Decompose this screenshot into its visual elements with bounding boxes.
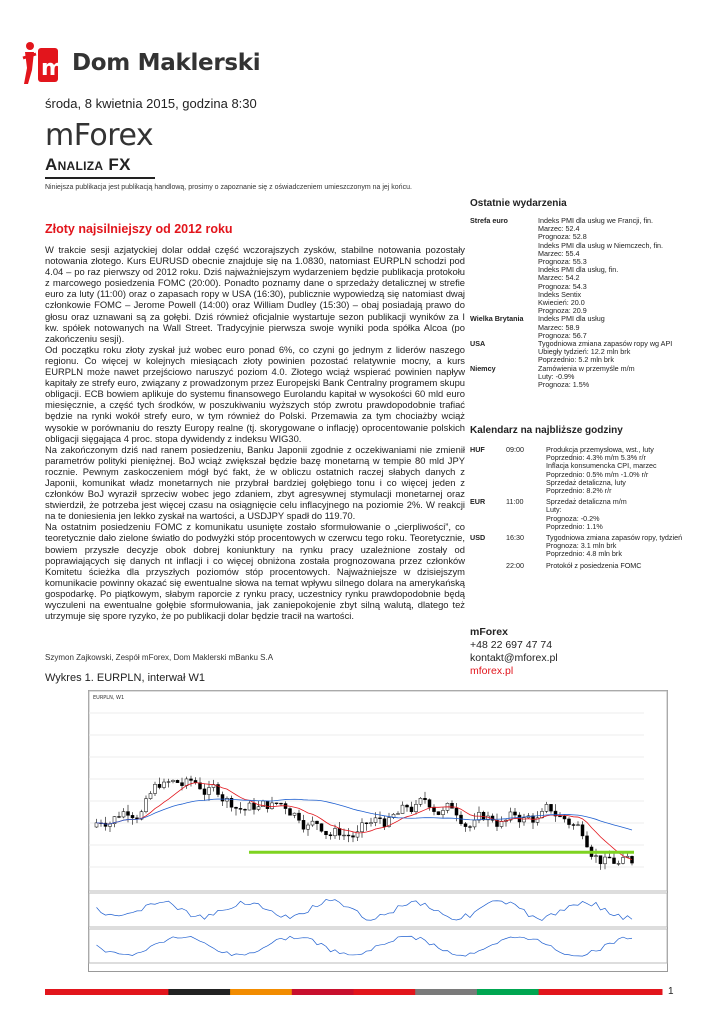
calendar-line: Sprzedaż detaliczna m/m xyxy=(546,497,627,507)
candle-body xyxy=(334,828,337,835)
candle-body xyxy=(550,804,553,811)
candle-body xyxy=(275,803,278,804)
calendar-line: Sprzedaż detaliczna, luty xyxy=(546,477,626,487)
calendar-title: Kalendarz na najbliższe godziny xyxy=(470,425,623,436)
logo-text: Dom Maklerski xyxy=(72,50,261,76)
candle-body xyxy=(464,824,467,827)
candle-body xyxy=(451,803,454,808)
candle-body xyxy=(586,836,589,847)
indicator-panel-1 xyxy=(89,893,667,927)
calendar-line: Poprzednio: 4.8 mln brk xyxy=(546,549,622,559)
event-items xyxy=(538,340,705,365)
page-number: 1 xyxy=(668,986,674,997)
candle-body xyxy=(352,836,355,837)
event-line: Prognoza: 52.8 xyxy=(538,232,587,242)
subtitle-underline xyxy=(45,177,155,179)
event-line: Prognoza: 55.3 xyxy=(538,257,587,267)
event-line: Ubiegły tydzień: 12.2 mln brk xyxy=(538,347,631,357)
candle-body xyxy=(122,812,125,817)
chart-symbol-label: EURPLN, W1 xyxy=(93,695,125,701)
event-line: Zamówienia w przemyśle m/m xyxy=(538,363,635,373)
event-items xyxy=(538,365,705,390)
event-line: Prognoza: 1.5% xyxy=(538,380,590,390)
candle-body xyxy=(338,828,341,835)
candle-body xyxy=(568,819,571,825)
footer-bar-segment xyxy=(600,989,662,995)
calendar-items xyxy=(546,534,705,559)
candle-body xyxy=(608,857,611,858)
calendar-row xyxy=(470,534,705,559)
event-line: Prognoza: 20.9 xyxy=(538,306,587,316)
candle-body xyxy=(302,820,305,829)
candle-body xyxy=(374,818,377,823)
candle-body xyxy=(410,807,413,812)
candle-body xyxy=(500,821,503,826)
calendar-line: Luty: xyxy=(546,505,562,515)
candle-body xyxy=(514,812,517,815)
calendar-line: Prognoza: 3.1 mln brk xyxy=(546,541,617,551)
candle-body xyxy=(469,827,472,828)
event-line: Luty: -0.9% xyxy=(538,371,575,381)
candle-body xyxy=(325,831,328,835)
candle-body xyxy=(622,857,625,863)
calendar-line: Protokół z posiedzenia FOMC xyxy=(546,560,642,570)
candle-body xyxy=(572,825,575,826)
candle-body xyxy=(415,804,418,811)
contact-block xyxy=(470,626,558,678)
footer-bar-segment xyxy=(354,989,416,995)
event-region: Strefa euro xyxy=(470,216,508,225)
calendar-currency xyxy=(470,562,506,570)
calendar-list xyxy=(470,446,705,573)
candle-body xyxy=(613,858,616,864)
calendar-items xyxy=(546,498,705,531)
candle-body xyxy=(127,812,130,816)
chart-canvas xyxy=(89,691,667,971)
event-line: Indeks PMI dla usług we Francji, fin. xyxy=(538,216,654,225)
footer-color-bar xyxy=(45,989,662,995)
footer-bar-segment xyxy=(107,989,169,995)
event-line: Poprzednio: 5.2 mln brk xyxy=(538,355,614,365)
candle-body xyxy=(185,779,188,786)
candle-body xyxy=(280,803,283,804)
event-line: Prognoza: 54.3 xyxy=(538,281,587,291)
calendar-time: 11:00 xyxy=(506,497,524,507)
event-line: Kwiecień: 20.0 xyxy=(538,298,585,308)
candle-body xyxy=(442,810,445,814)
candle-body xyxy=(293,813,296,815)
figure-caption: Wykres 1. EURPLN, interwał W1 xyxy=(45,672,206,684)
calendar-line: Tygodniowa zmiana zapasów ropy, tydzień xyxy=(546,533,683,543)
candle-body xyxy=(244,809,247,810)
candle-body xyxy=(617,863,620,864)
event-line: Prognoza: 56.7 xyxy=(538,330,587,340)
recent-events-list xyxy=(470,217,705,389)
candle-body xyxy=(221,795,224,802)
candle-body xyxy=(257,807,260,810)
candle-body xyxy=(370,823,373,824)
calendar-time: 16:30 xyxy=(506,533,524,543)
calendar-row xyxy=(470,498,705,531)
article-paragraph: Na ostatnim posiedzeniu FOMC z komunikatu usunięte zostało sformułowanie o „cierpliwości”, co teoretycznie dało zielone światło do podwyżki stóp procentowych w czerwcu tego roku. Teoretycznie, bowiem przyszłe decyzje obok dobrej koniunktury na rynku pracy uzależnione zostały od poprawiających się danych nt inflacji i co więcej obniżona została prognozowana przez członków Komitetu ścieżka dla przyszłych poziomów stóp procentowych. Najważniejsze w dzisiejszym komunikacie powinny okazać się ewentualne słowa na temat wpływu silnego dolara na amerykańską gospodarkę. Po piątkowym, słabym raporcie z rynku pracy, uczestnicy rynku prawdopodobnie będą wyczuleni na ewentualne gołębie sformułowania, jak zaniepokojenie zbyt silną walutą, dlatego też utrzymuje się spore ryzyko, że po publikacji dolar będzie tracił na wartości. xyxy=(45,521,465,622)
event-items xyxy=(538,315,705,340)
calendar-line: Poprzednio: 8.2% r/r xyxy=(546,486,612,496)
event-line: Marzec: 58.9 xyxy=(538,322,580,332)
candle-body xyxy=(383,819,386,827)
candle-body xyxy=(158,784,161,787)
calendar-time: 09:00 xyxy=(506,445,524,454)
candle-body xyxy=(347,835,350,836)
event-line: Marzec: 52.4 xyxy=(538,224,580,234)
candle-body xyxy=(307,825,310,829)
candle-body xyxy=(203,789,206,795)
footer-bar-segment xyxy=(292,989,354,995)
candle-body xyxy=(316,821,319,824)
price-panel xyxy=(89,691,667,891)
contact-url[interactable]: mforex.pl xyxy=(470,665,514,677)
candle-body xyxy=(266,801,269,809)
calendar-currency: USD xyxy=(470,533,486,543)
candle-body xyxy=(271,803,274,809)
product-m: m xyxy=(45,118,74,153)
contact-email[interactable]: kontakt@mforex.pl xyxy=(470,652,558,664)
candle-body xyxy=(419,798,422,804)
candle-body xyxy=(320,824,323,832)
candle-body xyxy=(289,809,292,816)
candle-body xyxy=(226,798,229,801)
event-line: Marzec: 54.2 xyxy=(538,273,580,283)
candle-body xyxy=(577,825,580,826)
candle-body xyxy=(482,812,485,820)
candle-body xyxy=(154,784,157,793)
calendar-line: Poprzednio: 4.3% m/m 5.3% r/r xyxy=(546,453,646,463)
event-items xyxy=(538,217,705,315)
candle-body xyxy=(172,780,175,781)
candle-body xyxy=(379,818,382,819)
candle-body xyxy=(581,825,584,836)
candle-body xyxy=(604,857,607,864)
candle-body xyxy=(361,823,364,832)
calendar-line: Produkcja przemysłowa, wst., luty xyxy=(546,445,654,454)
event-region: Wielka Brytania xyxy=(470,314,524,324)
candle-body xyxy=(595,856,598,857)
candle-body xyxy=(406,805,409,807)
candle-body xyxy=(95,823,98,827)
footer-bar-segment xyxy=(168,989,230,995)
candle-body xyxy=(563,816,566,819)
candle-body xyxy=(473,820,476,827)
contact-brand: mForex xyxy=(470,626,508,638)
event-line: Tygodniowa zmiana zapasów ropy wg API xyxy=(538,339,673,349)
svg-text:m: m xyxy=(41,56,64,81)
calendar-row xyxy=(470,562,705,570)
calendar-line: Poprzednio: 0.5% m/m -1.0% r/r xyxy=(546,469,649,479)
event-line: Indeks PMI dla usług xyxy=(538,314,605,324)
candle-body xyxy=(208,788,211,795)
candle-body xyxy=(167,782,170,783)
candle-body xyxy=(118,817,121,818)
product-title xyxy=(45,118,153,153)
candle-body xyxy=(163,782,166,787)
candle-body xyxy=(455,808,458,815)
candle-body xyxy=(523,818,526,822)
event-region: Niemcy xyxy=(470,363,496,373)
candle-body xyxy=(131,815,134,818)
candle-body xyxy=(437,812,440,815)
event-region: USA xyxy=(470,339,486,349)
product-name: Forex xyxy=(73,118,154,153)
event-row xyxy=(470,365,705,390)
event-line: Indeks Sentix xyxy=(538,289,582,299)
calendar-time: 22:00 xyxy=(506,560,524,570)
candle-body xyxy=(149,793,152,798)
calendar-items xyxy=(546,562,705,570)
candle-body xyxy=(190,779,193,781)
article-paragraph: W trakcie sesji azjatyckiej dolar oddał część wczorajszych zysków, stabilne notowania pozostały notowania złotego. Kurs EURUSD obecnie znajduje się na 1.0830, natomiast EURPLN schodzi pod 4.04 – po raz pierwszy od 2012 roku. Dziś najważniejszym wydarzeniem będzie publikacja protokołu z marcowego posiedzenia FOMC (20:00). Ponadto poznamy dane o sprzedaży detalicznej w strefie euro za luty (11:00) oraz o zapasach ropy w USA (16:30), publicznie wypowiedzą się natomiast dwaj członkowie FOMC – Jerome Powell (14:00) oraz William Dudley (15:30) – obaj posiadają prawo do głosu oraz uznawani są za gołębi. Dziś również oficjalnie wystartuje sezon publikacji wyników za I kw. spółek notowanych na Wall Street. Tradycyjnie pierwsza swoje wyniki poda spółka Alcoa (po zakończeniu sesji). xyxy=(45,244,465,344)
calendar-items xyxy=(546,446,705,495)
candle-body xyxy=(428,800,431,807)
article-paragraph: Od początku roku złoty zyskał już wobec euro ponad 6%, co czyni go jednym z liderów naszego regionu. Co więcej w kolejnych miesiącach złoty powinien pozostać relatywnie mocny, a kurs EURPLN może nawet przejściowo naruszyć poziom 4.0. Złotego wciąż wspierać powinien napływ kapitały ze strefy euro, związany z prowadzonym przez Europejski Bank Centralny programem skupu obligacji. ECB bowiem aplikuje do systemu finansowego Eurolandu kapitał w wysokości 60 mld euro miesięcznie, a część tych środków, w poszukiwaniu wyższych stóp zwrotu prawdopodobnie trafiać będzie na rynki wokół strefy euro, w tym również do Polski. Przemawia za tym chociażby wciąż wysokie w porównaniu do reszty Europy realne (tj. skorygowane o inflację) oprocentowanie polskich obligacji sięgająca 4 proc. stopa dywidendy z indeksu WIG30. xyxy=(45,343,465,444)
event-row xyxy=(470,315,705,340)
eurpln-chart xyxy=(88,690,668,972)
article-headline: Złoty najsilniejszy od 2012 roku xyxy=(45,222,233,236)
event-row xyxy=(470,340,705,365)
candle-body xyxy=(433,807,436,811)
article-body xyxy=(45,244,465,621)
footer-bar-segment xyxy=(230,989,292,995)
event-line: Indeks PMI dla usług, fin. xyxy=(538,265,619,275)
candle-body xyxy=(311,821,314,825)
event-line: Marzec: 55.4 xyxy=(538,248,580,258)
candle-body xyxy=(401,805,404,813)
indicator-panel-2 xyxy=(89,929,667,963)
event-row xyxy=(470,217,705,315)
candle-body xyxy=(545,804,548,811)
footer-bar-segment xyxy=(539,989,601,995)
candle-body xyxy=(397,814,400,815)
calendar-currency: HUF xyxy=(470,445,485,454)
candle-body xyxy=(343,835,346,836)
footer-bar-segment xyxy=(477,989,539,995)
candle-body xyxy=(176,780,179,782)
contact-phone[interactable]: +48 22 697 47 74 xyxy=(470,639,553,651)
candle-body xyxy=(248,803,251,810)
candle-body xyxy=(239,808,242,809)
article-paragraph: Na zakończonym dziś nad ranem posiedzeniu, Banku Japonii zgodnie z oczekiwaniami nie zmienił parametrów polityki pieniężnej. BoJ wciąż zwiększał będzie bazę monetarną w tempie 80 mld JPY rocznie. Pewnym zaskoczeniem mógł być fakt, że w obliczu ostatnich raczej słabych danych z Japonii, komunikat władz monetarnych nie przybrał bardziej gołębiego tonu i co więcej jeden z członków BoJ wyraził sprzeciw wobec jego zdaniem, zbyt agresywnej stymulacji monetarnej oraz stwierdził, że potrzeba jest więcej czasu na osiągnięcie celu inflacyjnego na poziomie 2%. W reakcji na te doniesienia jen lekko zyskał na wartości, a USDJPY spadł do 119.70. xyxy=(45,443,465,522)
report-subtitle: Analiza FX xyxy=(45,155,131,174)
candle-body xyxy=(298,813,301,820)
calendar-line: Inflacja konsumencka CPI, marzec xyxy=(546,461,657,471)
recent-events-title: Ostatnie wydarzenia xyxy=(470,198,567,209)
footer-bar-segment xyxy=(415,989,477,995)
candle-body xyxy=(365,823,368,824)
candle-body xyxy=(599,856,602,864)
calendar-currency: EUR xyxy=(470,497,486,507)
candle-body xyxy=(253,803,256,809)
calendar-row xyxy=(470,446,705,495)
candle-body xyxy=(631,856,634,863)
footer-bar-segment xyxy=(45,989,107,995)
publication-date: środa, 8 kwietnia 2015, godzina 8:30 xyxy=(45,96,257,111)
event-line: Indeks PMI dla usług w Niemczech, fin. xyxy=(538,240,664,250)
candle-body xyxy=(329,835,332,836)
candle-body xyxy=(145,799,148,812)
candle-body xyxy=(199,783,202,789)
candle-body xyxy=(424,798,427,799)
candle-body xyxy=(235,807,238,808)
calendar-line: Prognoza: -0.2% xyxy=(546,513,600,523)
article-author: Szymon Zajkowski, Zespół mForex, Dom Maklerski mBanku S.A xyxy=(45,653,274,662)
logo-icon xyxy=(22,40,64,86)
candle-body xyxy=(559,816,562,817)
candle-body xyxy=(181,783,184,786)
calendar-line: Poprzednio: 1.1% xyxy=(546,521,603,531)
disclaimer-text: Niniejsza publikacja jest publikacją handlową, prosimy o zapoznanie się z oświadczeniem umieszczonym na jej końcu. xyxy=(45,184,412,191)
